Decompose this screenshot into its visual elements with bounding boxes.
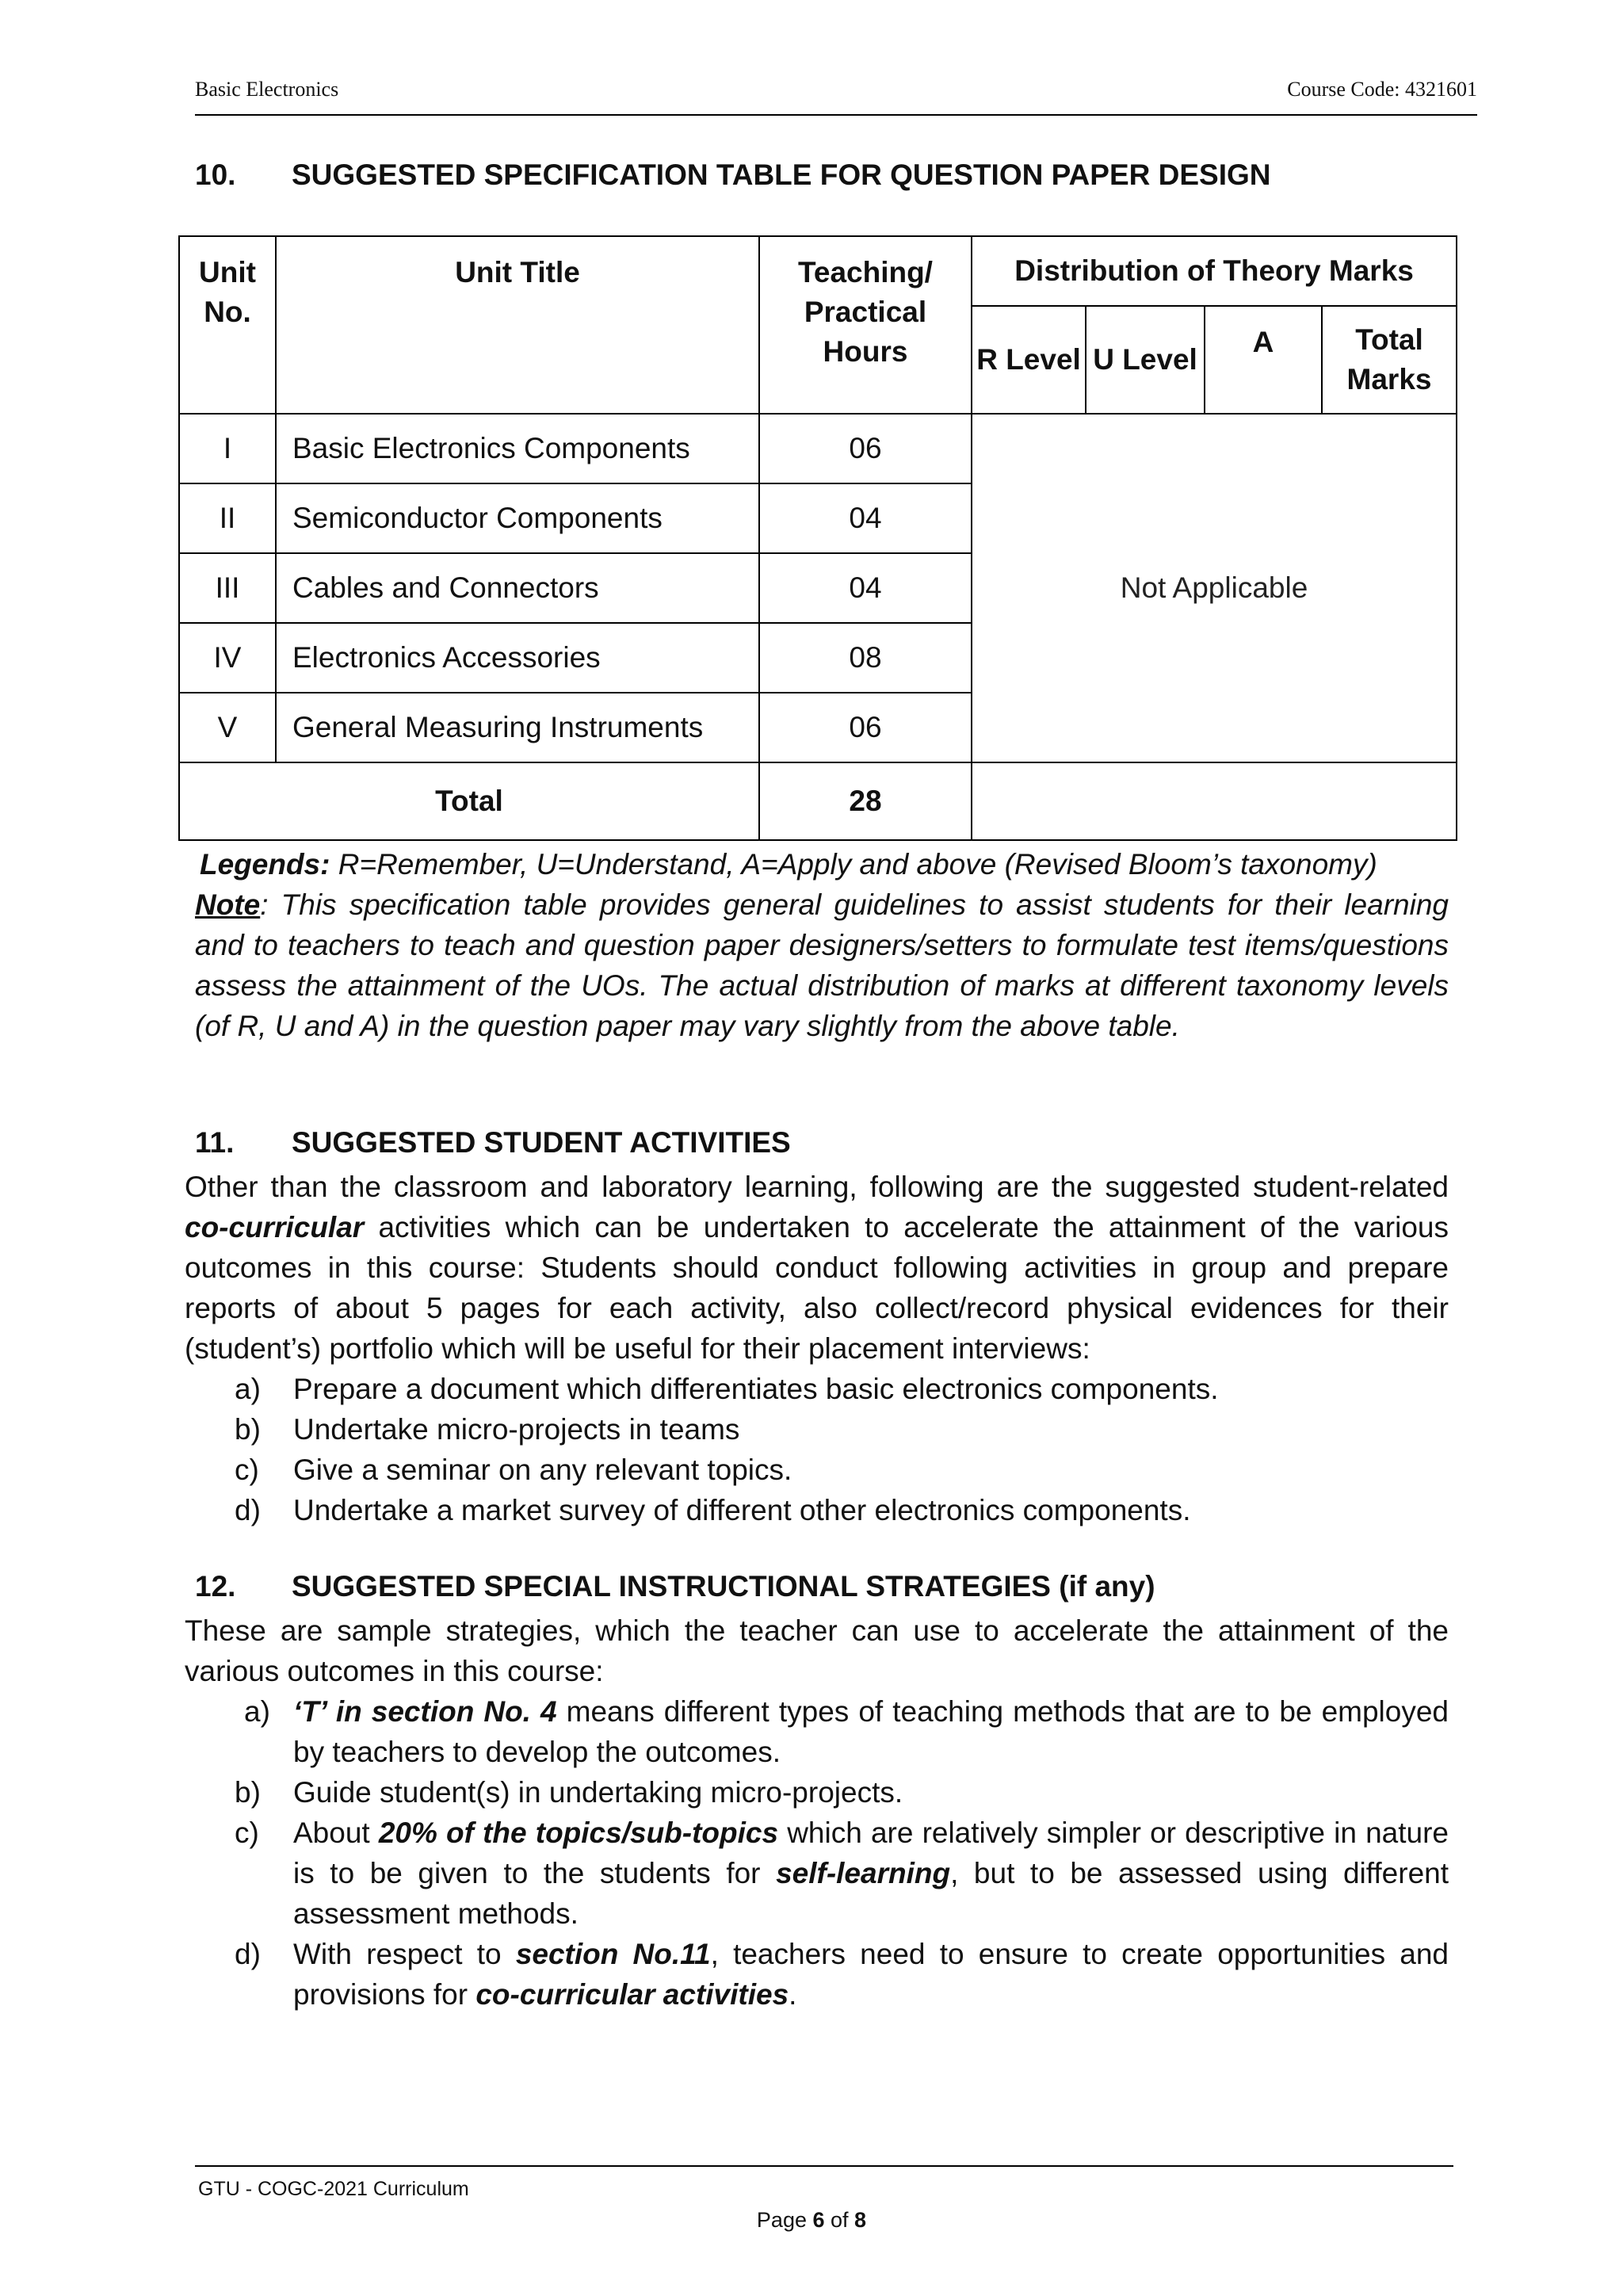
legends-label: Legends:	[200, 848, 330, 881]
section-10-number: 10.	[195, 159, 236, 191]
header-u-level: U Level	[1086, 306, 1205, 414]
list-item	[235, 1369, 1449, 1409]
list-marker: c)	[235, 1454, 259, 1486]
page-number	[0, 2208, 1623, 2233]
list-text: Undertake micro-projects in teams	[293, 1413, 740, 1446]
list-emphasis: co-curricular activities	[475, 1978, 789, 2011]
footer-rule	[195, 2165, 1453, 2167]
header-unit-title: Unit Title	[276, 236, 759, 414]
unit-title: Basic Electronics Components	[276, 414, 759, 483]
list-item	[235, 1450, 1449, 1490]
table-note	[195, 884, 1449, 1046]
section-12-intro: These are sample strategies, which the teacher can use to accelerate the attainment of the various outcomes in this course:	[185, 1614, 1449, 1687]
unit-number: II	[179, 483, 276, 553]
header-total-marks: Total Marks	[1322, 306, 1457, 414]
list-item	[235, 1813, 1449, 1934]
unit-hours: 04	[759, 553, 972, 623]
unit-title: Semiconductor Components	[276, 483, 759, 553]
list-text-part: , teachers need to ensure to create opportunities and provisions for	[293, 1938, 1449, 2011]
section-12-heading	[195, 1570, 1155, 1603]
header-a: A	[1205, 306, 1322, 414]
section-11-intro	[185, 1167, 1449, 1369]
list-emphasis: self-learning	[776, 1857, 951, 1889]
header-unit-no: Unit No.	[179, 236, 276, 414]
note-text: : This specification table provides general guidelines to assist students for their learning and to teachers to teach and question paper designers/setters to formulate test items/questions assess the attainment of the UOs. The actual distribution of marks at different taxonomy levels (of R, U and A) in the question paper may vary slightly from the above table.	[195, 888, 1449, 1042]
unit-hours: 08	[759, 623, 972, 693]
unit-hours: 06	[759, 414, 972, 483]
legends-text: R=Remember, U=Understand, A=Apply and above (Revised Bloom’s taxonomy)	[338, 848, 1377, 881]
unit-number: V	[179, 693, 276, 762]
header-course-title: Basic Electronics	[195, 78, 339, 101]
unit-title: Cables and Connectors	[276, 553, 759, 623]
list-marker: a)	[235, 1373, 261, 1405]
student-activities-list	[235, 1369, 1449, 1530]
list-text	[293, 1691, 1449, 1772]
header-course-code: Course Code: 4321601	[1287, 78, 1477, 101]
list-text-part: With respect to	[293, 1938, 516, 1970]
list-text-part: , but to be assessed using different assessment methods.	[293, 1857, 1449, 1930]
total-label: Total	[179, 762, 759, 840]
header-distribution: Distribution of Theory Marks	[972, 236, 1457, 306]
specification-table	[178, 235, 1457, 841]
list-text-part: means different types of teaching methods that are to be employed by teachers to develop the outcomes.	[293, 1695, 1449, 1768]
page-current: 6	[812, 2208, 825, 2232]
unit-title: Electronics Accessories	[276, 623, 759, 693]
list-marker: b)	[235, 1776, 261, 1809]
list-text: Undertake a market survey of different other electronics components.	[293, 1494, 1191, 1526]
unit-title: General Measuring Instruments	[276, 693, 759, 762]
list-emphasis: ‘T’ in section No. 4	[293, 1695, 557, 1728]
table-total-row	[179, 762, 1457, 840]
section-10-title: SUGGESTED SPECIFICATION TABLE FOR QUESTION PAPER DESIGN	[292, 159, 1271, 191]
intro-text: Other than the classroom and laboratory learning, following are the suggested student-related	[185, 1171, 1449, 1203]
list-emphasis: section No.11	[515, 1938, 711, 1970]
note-label: Note	[195, 888, 261, 921]
list-text-part: which are relatively simpler or descriptive in nature is to be given to the students for	[293, 1817, 1449, 1889]
unit-number: IV	[179, 623, 276, 693]
header-rule	[195, 114, 1477, 116]
list-item	[235, 1490, 1449, 1530]
section-12-title: SUGGESTED SPECIAL INSTRUCTIONAL STRATEGIES (if any)	[292, 1570, 1155, 1603]
list-marker: d)	[235, 1494, 261, 1526]
section-10-heading	[195, 159, 1271, 192]
list-item	[235, 1691, 1449, 1772]
list-text	[293, 1934, 1449, 2015]
list-marker: a)	[244, 1695, 270, 1728]
header-r-level: R Level	[972, 306, 1086, 414]
list-marker: c)	[235, 1817, 259, 1849]
list-marker: d)	[235, 1938, 261, 1970]
not-applicable-cell: Not Applicable	[972, 414, 1457, 762]
list-marker: b)	[235, 1413, 261, 1446]
header-hours: Teaching/ Practical Hours	[759, 236, 972, 414]
intro-text: activities which can be undertaken to accelerate the attainment of the various outcomes in this course: Students should conduct following activities in group and prepare reports of about 5 pages for each activity, also collect/record physical evidences for their (student’s) portfolio which will be useful for their placement interviews:	[185, 1211, 1449, 1365]
page-prefix: Page	[756, 2208, 813, 2232]
intro-emphasis: co-curricular	[185, 1211, 365, 1244]
list-text: Guide student(s) in undertaking micro-projects.	[293, 1776, 903, 1809]
unit-number: I	[179, 414, 276, 483]
unit-hours: 04	[759, 483, 972, 553]
legends	[200, 844, 1468, 884]
list-emphasis: 20% of the topics/sub-topics	[378, 1817, 779, 1849]
section-11-heading	[195, 1126, 791, 1159]
list-text-part: .	[789, 1978, 797, 2011]
section-11-number: 11.	[195, 1126, 235, 1159]
list-text: Prepare a document which differentiates basic electronics components.	[293, 1373, 1219, 1405]
total-empty-cell	[972, 762, 1457, 840]
list-text	[293, 1813, 1449, 1934]
strategies-list	[235, 1691, 1449, 2015]
list-item	[235, 1772, 1449, 1813]
list-item	[235, 1934, 1449, 2015]
list-text-part: About	[293, 1817, 379, 1849]
unit-hours: 06	[759, 693, 972, 762]
page-of: of	[824, 2208, 855, 2232]
section-12-number: 12.	[195, 1570, 236, 1603]
list-item	[235, 1409, 1449, 1450]
unit-number: III	[179, 553, 276, 623]
total-hours: 28	[759, 762, 972, 840]
section-11-title: SUGGESTED STUDENT ACTIVITIES	[292, 1126, 791, 1159]
footer-curriculum: GTU - COGC-2021 Curriculum	[198, 2178, 469, 2200]
table-row	[179, 414, 1457, 483]
page-total: 8	[854, 2208, 867, 2232]
list-text: Give a seminar on any relevant topics.	[293, 1454, 792, 1486]
